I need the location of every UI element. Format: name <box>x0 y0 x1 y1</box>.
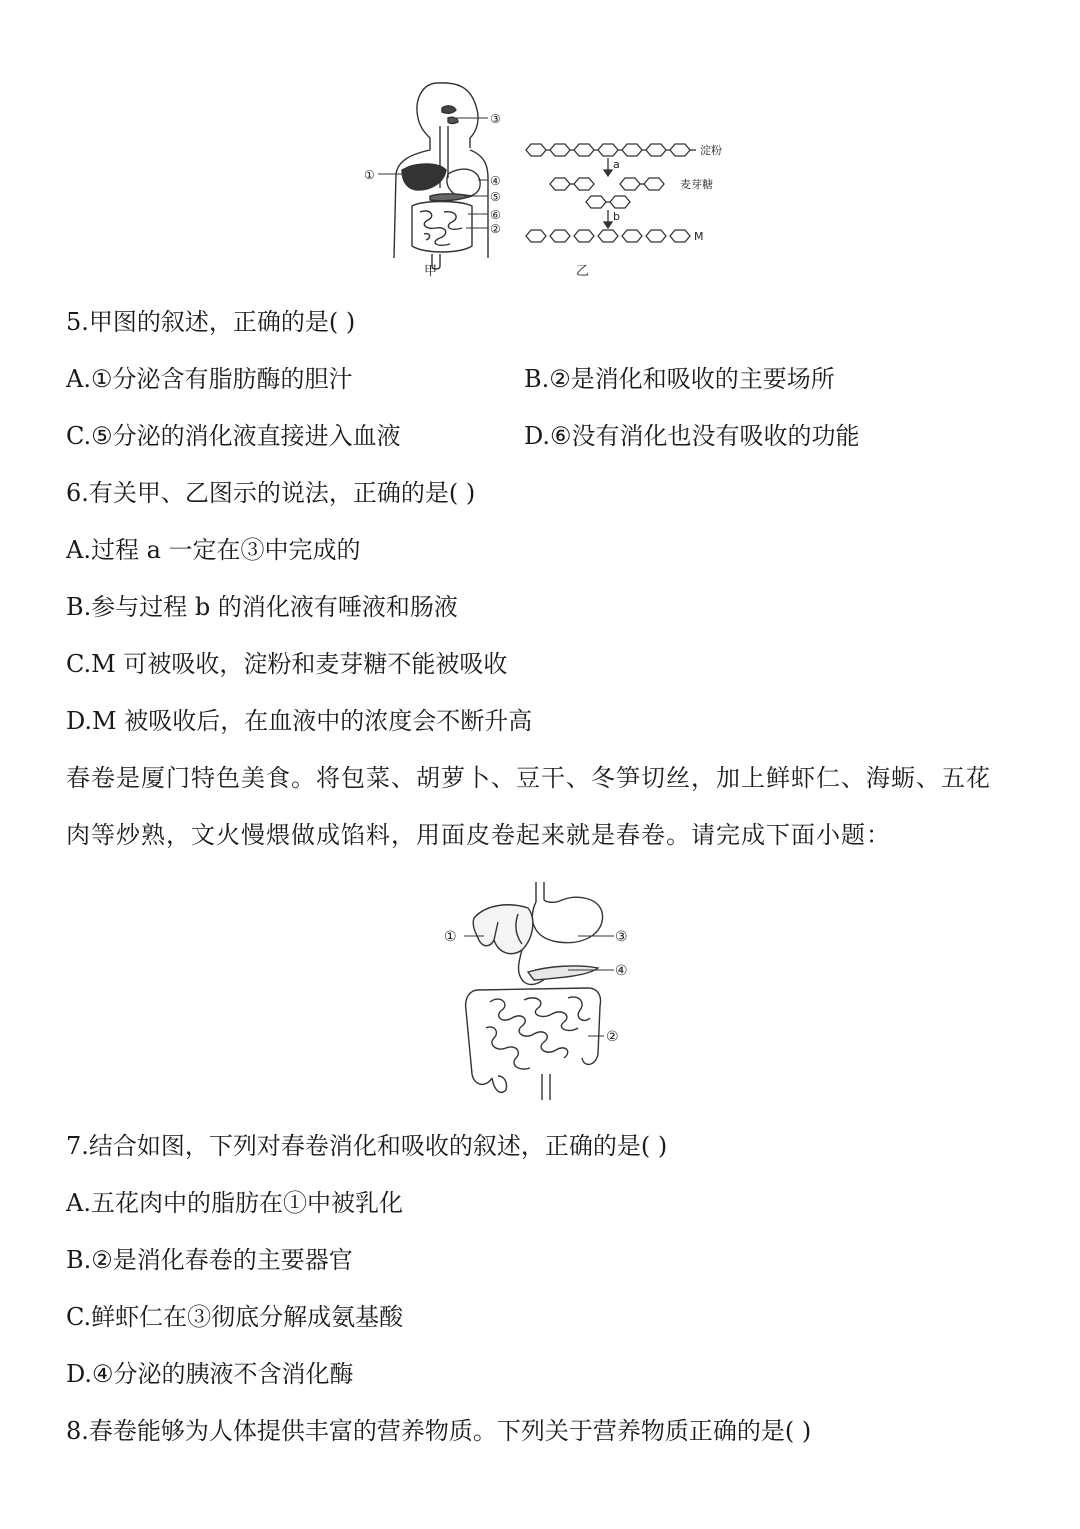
q7-option-b: B.②是消化春卷的主要器官 <box>66 1246 353 1274</box>
q7-option-a: A.五花肉中的脂肪在①中被乳化 <box>66 1189 403 1217</box>
arrow-b-label: b <box>613 210 620 223</box>
q6-option-a: A.过程 a 一定在③中完成的 <box>66 536 361 564</box>
organ-label-2: ② <box>606 1029 619 1045</box>
arrow-a-label: a <box>613 158 620 171</box>
q6-option-d: D.M 被吸收后，在血液中的浓度会不断升高 <box>66 707 533 735</box>
jia-caption: 甲 <box>424 264 438 278</box>
q6-option-c: C.M 可被吸收，淀粉和麦芽糖不能被吸收 <box>66 650 508 678</box>
jia-label-4: ④ <box>490 174 501 188</box>
q7-option-c: C.鲜虾仁在③彻底分解成氨基酸 <box>66 1303 404 1331</box>
q5-stem: 5.甲图的叙述，正确的是( ) <box>66 308 356 336</box>
starch-digestion-diagram <box>526 144 696 242</box>
q7-option-d: D.④分泌的胰液不含消化酶 <box>66 1360 354 1388</box>
figure-jia-yi <box>360 78 780 278</box>
starch-label: 淀粉 <box>700 144 722 157</box>
jia-label-6: ⑥ <box>490 208 501 222</box>
organ-label-1: ① <box>444 929 457 945</box>
jia-label-5: ⑤ <box>490 190 501 204</box>
q5-option-b: B.②是消化和吸收的主要场所 <box>524 365 835 393</box>
maltose-label: 麦芽糖 <box>680 178 713 191</box>
q5-option-d: D.⑥没有消化也没有吸收的功能 <box>524 422 860 450</box>
intro-line-2: 肉等炒熟，文火慢煨做成馅料，用面皮卷起来就是春卷。请完成下面小题： <box>66 821 891 849</box>
q5-option-c: C.⑤分泌的消化液直接进入血液 <box>66 422 401 450</box>
jia-label-1: ① <box>364 168 375 182</box>
q6-option-b: B.参与过程 b 的消化液有唾液和肠液 <box>66 593 458 621</box>
maltose-pairs <box>550 178 664 190</box>
q8-stem: 8.春卷能够为人体提供丰富的营养物质。下列关于营养物质正确的是( ) <box>66 1417 812 1445</box>
organ-label-4: ④ <box>615 963 628 979</box>
starch-chain <box>526 144 696 156</box>
m-label: M <box>694 230 704 243</box>
jia-label-3: ③ <box>490 112 501 126</box>
yi-caption: 乙 <box>576 264 590 278</box>
q7-stem: 7.结合如图，下列对春卷消化和吸收的叙述，正确的是( ) <box>66 1132 668 1160</box>
glucose-chain <box>526 230 690 242</box>
q6-stem: 6.有关甲、乙图示的说法，正确的是( ) <box>66 479 476 507</box>
organ-label-3: ③ <box>615 929 628 945</box>
intro-line-1: 春卷是厦门特色美食。将包菜、胡萝卜、豆干、冬笋切丝，加上鲜虾仁、海蛎、五花 <box>66 764 991 792</box>
digestive-system-diagram <box>394 83 488 269</box>
q5-option-a: A.①分泌含有脂肪酶的胆汁 <box>66 365 353 393</box>
jia-label-2: ② <box>490 222 501 236</box>
figure-digestive-organs <box>438 878 638 1104</box>
